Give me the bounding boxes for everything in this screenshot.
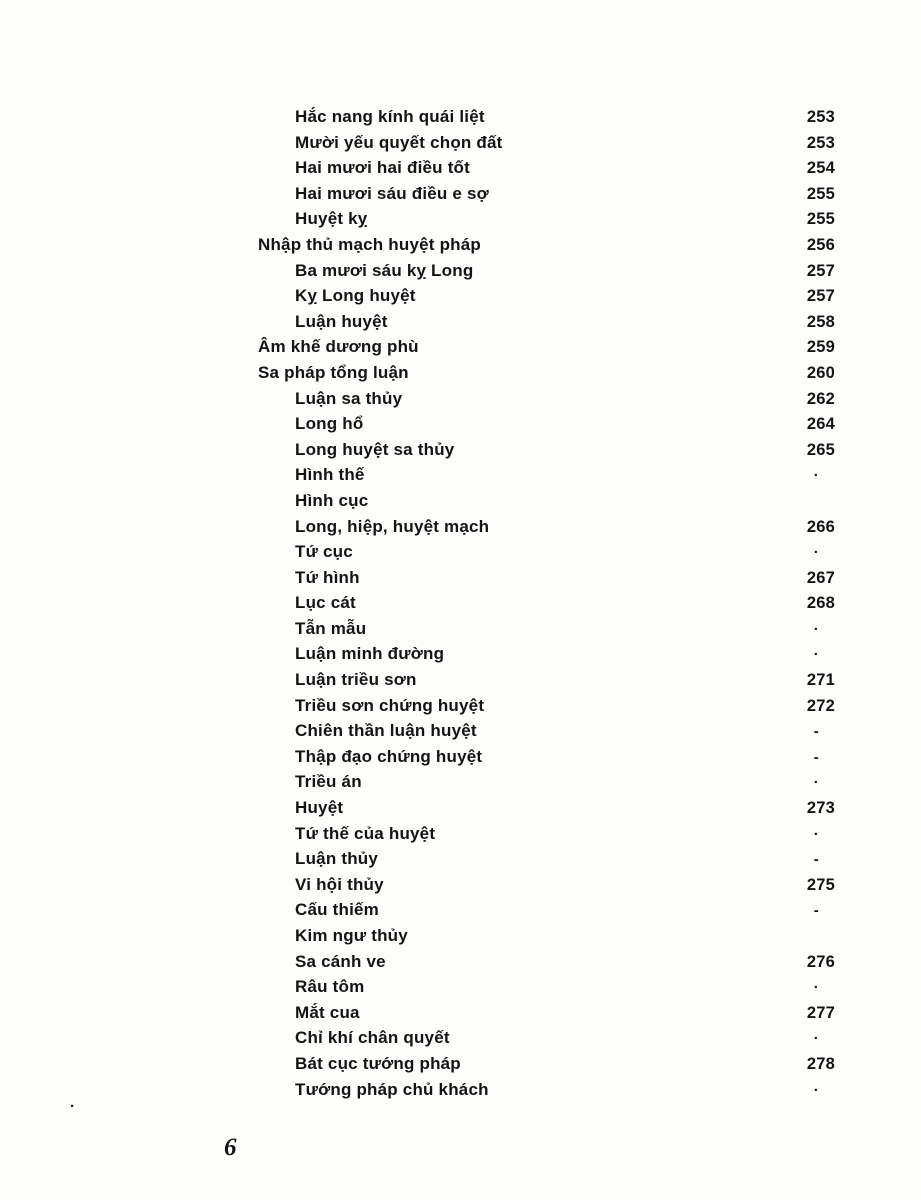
toc-entry-page: · xyxy=(813,467,819,485)
toc-entry-title: Triều sơn chứng huyệt xyxy=(295,695,485,715)
toc-row xyxy=(258,897,835,923)
toc-entry-title: Nhập thủ mạch huyệt pháp xyxy=(258,234,481,254)
toc-entry-page: · xyxy=(813,825,819,843)
toc-row xyxy=(258,949,835,975)
toc-entry-page: 255 xyxy=(806,210,835,229)
toc-entry-page: · xyxy=(813,1030,819,1048)
toc-row xyxy=(258,514,835,540)
toc-entry-page: 257 xyxy=(806,287,835,306)
toc-row xyxy=(258,462,835,488)
toc-entry-title: Triều án xyxy=(295,772,362,792)
toc-entry-page: 272 xyxy=(806,696,835,715)
toc-row xyxy=(258,104,835,130)
toc-entry-title: Hắc nang kính quái liệt xyxy=(295,107,485,126)
toc-row xyxy=(258,616,835,642)
toc-row xyxy=(258,386,835,412)
toc-entry-page: 276 xyxy=(806,952,835,971)
toc-entry-page: 254 xyxy=(806,159,835,178)
toc-row xyxy=(258,334,835,360)
toc-entry-title: Thập đạo chứng huyệt xyxy=(295,746,483,766)
toc-entry-title: Cấu thiếm xyxy=(295,900,379,920)
toc-entry-page: - xyxy=(813,748,819,766)
toc-entry-page: 273 xyxy=(806,799,835,818)
toc-entry-page: 278 xyxy=(806,1054,835,1073)
toc-entry-page: 255 xyxy=(806,184,835,203)
toc-row xyxy=(258,744,835,770)
toc-entry-page: 262 xyxy=(806,389,835,408)
toc-row xyxy=(258,206,835,232)
toc-entry-page: · xyxy=(813,1081,819,1099)
toc-entry-title: Kỵ Long huyệt xyxy=(295,286,416,306)
toc-entry-page: 253 xyxy=(806,108,835,126)
toc-entry-page: 268 xyxy=(806,594,835,613)
toc-entry-page: 266 xyxy=(806,517,835,536)
toc-entry-title: Huyệt kỵ xyxy=(295,209,368,229)
toc-entry-page: · xyxy=(813,620,819,638)
toc-list xyxy=(258,104,835,1102)
toc-row xyxy=(258,130,835,156)
toc-row xyxy=(258,1077,835,1103)
toc-entry-title: Ba mươi sáu kỵ Long xyxy=(295,260,474,280)
toc-entry-title: Âm khế dương phù xyxy=(258,337,419,357)
toc-row xyxy=(258,718,835,744)
toc-entry-page: · xyxy=(813,544,819,562)
toc-entry-page: 264 xyxy=(806,415,835,434)
toc-entry-page: 271 xyxy=(806,671,835,690)
toc-entry-title: Long huyệt sa thủy xyxy=(295,439,455,459)
toc-entry-title: Hình cục xyxy=(295,490,369,510)
toc-entry-page: · xyxy=(813,979,819,997)
toc-entry-title: Tẫn mẫu xyxy=(295,618,367,638)
toc-row xyxy=(258,641,835,667)
toc-row xyxy=(258,155,835,181)
toc-entry-page: 256 xyxy=(806,235,835,254)
toc-entry-page: 259 xyxy=(806,338,835,357)
toc-entry-title: Mắt cua xyxy=(295,1002,360,1022)
toc-entry-page: · xyxy=(813,774,819,792)
toc-entry-title: Kim ngư thủy xyxy=(295,926,408,945)
toc-row xyxy=(258,232,835,258)
toc-entry-page: 253 xyxy=(806,133,835,152)
toc-row xyxy=(258,360,835,386)
toc-entry-title: Chỉ khí chân quyết xyxy=(295,1028,450,1048)
toc-entry-title: Luận minh đường xyxy=(295,644,445,664)
toc-row xyxy=(258,769,835,795)
toc-entry-title: Bát cục tướng pháp xyxy=(295,1053,461,1073)
toc-entry-title: Luận sa thủy xyxy=(295,388,403,408)
toc-entry-title: Tứ cục xyxy=(295,542,353,562)
toc-entry-title: Hai mươi hai điều tốt xyxy=(295,158,470,178)
toc-row xyxy=(258,693,835,719)
toc-row xyxy=(258,181,835,207)
toc-entry-title: Mười yếu quyết chọn đất xyxy=(295,132,503,152)
toc-row xyxy=(258,1000,835,1026)
toc-entry-title: Long hổ xyxy=(295,414,364,434)
toc-entry-title: Tứ hình xyxy=(295,567,360,587)
page-number-footer: 6 xyxy=(224,1134,237,1161)
toc-entry-title: Luận triều sơn xyxy=(295,670,417,690)
toc-row xyxy=(258,539,835,565)
toc-entry-title: Lục cát xyxy=(295,593,356,613)
toc-entry-page: 260 xyxy=(806,363,835,382)
toc-entry-title: Luận huyệt xyxy=(295,311,388,331)
toc-entry-page: 265 xyxy=(806,440,835,459)
toc-entry-title: Luận thủy xyxy=(295,849,379,869)
toc-entry-title: Râu tôm xyxy=(295,977,365,997)
toc-row xyxy=(258,1025,835,1051)
toc-entry-title: Huyệt xyxy=(295,798,344,818)
toc-row xyxy=(258,309,835,335)
toc-row xyxy=(258,283,835,309)
toc-entry-page: · xyxy=(813,646,819,664)
toc-entry-title: Tứ thế của huyệt xyxy=(295,823,436,843)
toc-row xyxy=(258,1051,835,1077)
toc-entry-page: 258 xyxy=(806,312,835,331)
toc-row xyxy=(258,590,835,616)
toc-row xyxy=(258,258,835,284)
toc-entry-title: Sa cánh ve xyxy=(295,951,386,971)
toc-entry-page: 257 xyxy=(806,261,835,280)
toc-entry-title: Hình thế xyxy=(295,465,365,485)
toc-entry-page: 267 xyxy=(806,568,835,587)
toc-entry-title: Long, hiệp, huyệt mạch xyxy=(295,516,490,536)
toc-row xyxy=(258,795,835,821)
toc-entry-title: Hai mươi sáu điều e sợ xyxy=(295,183,489,203)
toc-row xyxy=(258,488,835,514)
toc-entry-page: 275 xyxy=(806,875,835,894)
toc-entry-title: Vi hội thủy xyxy=(295,874,384,894)
toc-row xyxy=(258,923,835,949)
toc-row xyxy=(258,821,835,847)
toc-row xyxy=(258,565,835,591)
toc-row xyxy=(258,437,835,463)
toc-entry-page: - xyxy=(813,902,819,920)
toc-row xyxy=(258,411,835,437)
toc-entry-title: Tướng pháp chủ khách xyxy=(295,1079,489,1099)
toc-row xyxy=(258,846,835,872)
toc-entry-title: Chiên thần luận huyệt xyxy=(295,721,477,741)
stray-mark: · xyxy=(70,1098,75,1115)
toc-entry-page: - xyxy=(813,851,819,869)
toc-entry-title: Sa pháp tổng luận xyxy=(258,362,409,382)
toc-entry-page: - xyxy=(813,723,819,741)
toc-entry-page: 277 xyxy=(806,1003,835,1022)
toc-row xyxy=(258,872,835,898)
toc-row xyxy=(258,667,835,693)
toc-row xyxy=(258,974,835,1000)
